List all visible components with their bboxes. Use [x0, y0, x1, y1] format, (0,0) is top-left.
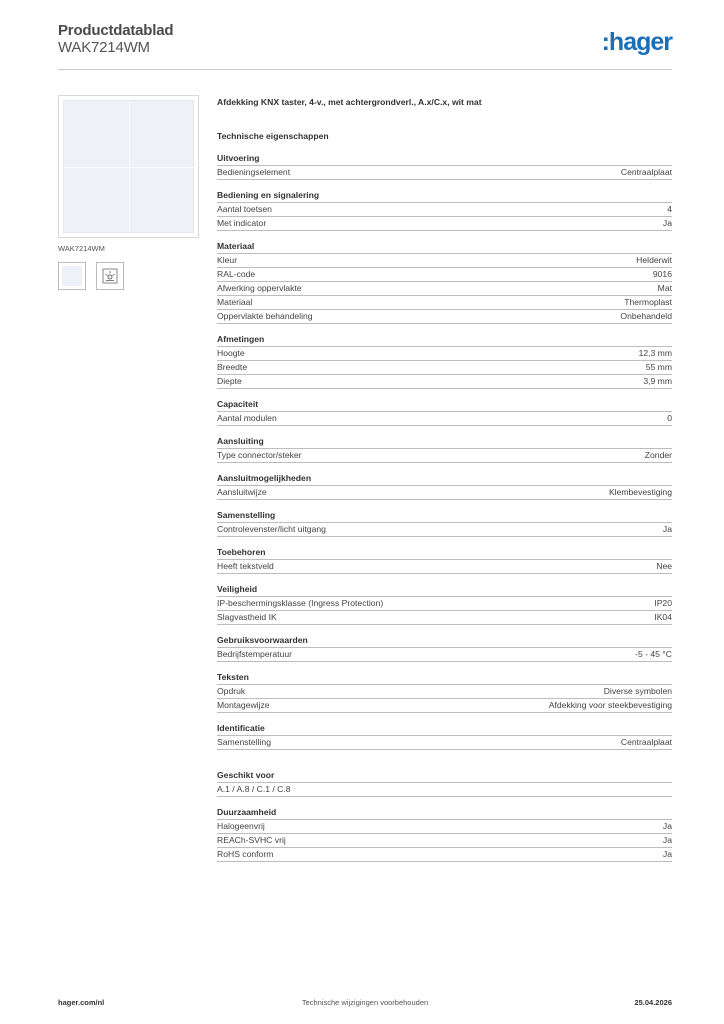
spec-row	[217, 281, 672, 295]
section-materiaal-title: Materiaal	[217, 241, 255, 251]
spec-row	[217, 847, 672, 861]
spec-label: Montagewijze	[217, 700, 270, 710]
section-samenstelling-title: Samenstelling	[217, 510, 276, 520]
section-veiligheid-rows	[217, 596, 672, 625]
spec-row	[217, 596, 672, 610]
section-gebruiksvoorwaarden-title: Gebruiksvoorwaarden	[217, 635, 308, 645]
spec-row	[217, 374, 672, 388]
thumbnail-drawing[interactable]	[96, 262, 124, 290]
spec-label: Bedrijfstemperatuur	[217, 649, 292, 659]
page-footer	[58, 998, 672, 1010]
sustainability-section	[217, 797, 672, 862]
section-geschikt-voor-rows	[217, 782, 672, 797]
cover-plate-graphic	[63, 100, 194, 233]
spec-value: Thermoplast	[624, 297, 672, 307]
spec-value: 0	[667, 413, 672, 423]
spec-value: Nee	[656, 561, 672, 571]
spec-value: 12,3 mm	[638, 348, 672, 358]
spec-label: Met indicator	[217, 218, 267, 228]
plate-divider-horizontal	[64, 167, 195, 168]
spec-row	[217, 735, 672, 749]
spec-value: Mat	[657, 283, 672, 293]
spec-row	[217, 819, 672, 833]
tech-heading: Technische eigenschappen	[217, 131, 329, 141]
spec-label: Type connector/steker	[217, 450, 302, 460]
spec-label: Samenstelling	[217, 737, 271, 747]
spec-label: A.1 / A.8 / C.1 / C.8	[217, 784, 291, 794]
spec-value: Helderwit	[636, 255, 672, 265]
spec-row	[217, 448, 672, 462]
spec-row	[217, 267, 672, 281]
spec-value: IK04	[654, 612, 672, 622]
section-gebruiksvoorwaarden-rows	[217, 647, 672, 662]
spec-label: Kleur	[217, 255, 238, 265]
image-caption: WAK7214WM	[58, 244, 105, 253]
hager-logo: :hager	[601, 28, 672, 56]
section-identificatie-title: Identificatie	[217, 723, 265, 733]
spec-value: Afdekking voor steekbevestiging	[548, 700, 672, 710]
spec-row	[217, 202, 672, 216]
footer-date: 25.04.2026	[634, 998, 672, 1007]
spec-row	[217, 165, 672, 179]
spec-label: Hoogte	[217, 348, 245, 358]
spec-value: Onbehandeld	[620, 311, 672, 321]
footer-website[interactable]: hager.com/nl	[58, 998, 105, 1007]
section-toebehoren-title: Toebehoren	[217, 547, 266, 557]
spec-label: Oppervlakte behandeling	[217, 311, 313, 321]
spec-value: Zonder	[644, 450, 672, 460]
section-uitvoering-rows	[217, 165, 672, 180]
spec-label: Aansluitwijze	[217, 487, 267, 497]
product-image	[58, 95, 199, 238]
section-samenstelling-rows	[217, 522, 672, 537]
section-afmetingen-rows	[217, 346, 672, 389]
spec-value: Ja	[662, 821, 672, 831]
spec-row	[217, 559, 672, 573]
section-veiligheid-title: Veiligheid	[217, 584, 258, 594]
section-teksten-rows	[217, 684, 672, 713]
spec-value: Ja	[662, 218, 672, 228]
spec-label: Halogeenvrij	[217, 821, 265, 831]
section-aansluitmogelijkheden-rows	[217, 485, 672, 500]
spec-row	[217, 411, 672, 425]
spec-label: Aantal modulen	[217, 413, 277, 423]
spec-row	[217, 360, 672, 374]
spec-value: Ja	[662, 849, 672, 859]
section-geschikt-voor-title: Geschikt voor	[217, 770, 275, 780]
section-duurzaamheid-title: Duurzaamheid	[217, 807, 277, 817]
section-bediening-en-signalering-rows	[217, 202, 672, 231]
section-duurzaamheid-rows	[217, 819, 672, 862]
section-identificatie-rows	[217, 735, 672, 750]
spec-label: Diepte	[217, 376, 242, 386]
spec-value: 3,9 mm	[643, 376, 672, 386]
spec-row	[217, 346, 672, 360]
section-aansluiting-title: Aansluiting	[217, 436, 264, 446]
spec-row	[217, 833, 672, 847]
section-afmetingen-title: Afmetingen	[217, 334, 265, 344]
page-header	[58, 20, 672, 70]
spec-label: Bedieningselement	[217, 167, 291, 177]
section-capaciteit-title: Capaciteit	[217, 399, 259, 409]
spec-row	[217, 782, 672, 796]
spec-label: Slagvastheid IK	[217, 612, 277, 622]
spec-row	[217, 698, 672, 712]
spec-value: Centraalplaat	[620, 167, 672, 177]
spec-value: 55 mm	[645, 362, 672, 372]
thumbnail-product[interactable]	[58, 262, 86, 290]
spec-label: IP-beschermingsklasse (Ingress Protection)	[217, 598, 384, 608]
spec-content	[217, 95, 672, 862]
section-aansluiting-rows	[217, 448, 672, 463]
spec-row	[217, 522, 672, 536]
spec-value: 9016	[652, 269, 672, 279]
footer-note: Technische wijzigingen voorbehouden	[301, 998, 429, 1007]
section-toebehoren-rows	[217, 559, 672, 574]
spec-value: -5 - 45 °C	[635, 649, 672, 659]
product-description: Afdekking KNX taster, 4-v., met achtergrondverl., A.x/C.x, wit mat	[217, 97, 482, 107]
spec-label: REACh-SVHC vrij	[217, 835, 286, 845]
spec-value: Centraalplaat	[620, 737, 672, 747]
spec-value: Diverse symbolen	[603, 686, 672, 696]
suitable-for-section	[217, 760, 672, 797]
spec-row	[217, 684, 672, 698]
spec-value: 4	[667, 204, 672, 214]
technical-drawing-icon	[101, 267, 119, 285]
product-code: WAK7214WM	[58, 39, 150, 56]
section-capaciteit-rows	[217, 411, 672, 426]
spec-row	[217, 295, 672, 309]
spec-label: Heeft tekstveld	[217, 561, 274, 571]
spec-row	[217, 610, 672, 624]
spec-value: Ja	[662, 524, 672, 534]
spec-label: RoHS conform	[217, 849, 274, 859]
spec-sections	[217, 143, 672, 750]
spec-value: Ja	[662, 835, 672, 845]
spec-label: RAL-code	[217, 269, 256, 279]
spec-row	[217, 253, 672, 267]
spec-row	[217, 485, 672, 499]
spec-label: Afwerking oppervlakte	[217, 283, 302, 293]
spec-row	[217, 647, 672, 661]
spec-label: Aantal toetsen	[217, 204, 272, 214]
section-uitvoering-title: Uitvoering	[217, 153, 260, 163]
section-materiaal-rows	[217, 253, 672, 324]
spec-value: IP20	[654, 598, 672, 608]
spec-row	[217, 216, 672, 230]
spec-value: Klembevestiging	[608, 487, 672, 497]
spec-label: Opdruk	[217, 686, 246, 696]
spec-row	[217, 309, 672, 323]
spec-label: Controlevenster/licht uitgang	[217, 524, 326, 534]
spec-label: Materiaal	[217, 297, 253, 307]
spec-label: Breedte	[217, 362, 248, 372]
page-title: Productdatablad	[58, 22, 174, 39]
section-aansluitmogelijkheden-title: Aansluitmogelijkheden	[217, 473, 312, 483]
section-bediening-en-signalering-title: Bediening en signalering	[217, 190, 320, 200]
section-teksten-title: Teksten	[217, 672, 249, 682]
